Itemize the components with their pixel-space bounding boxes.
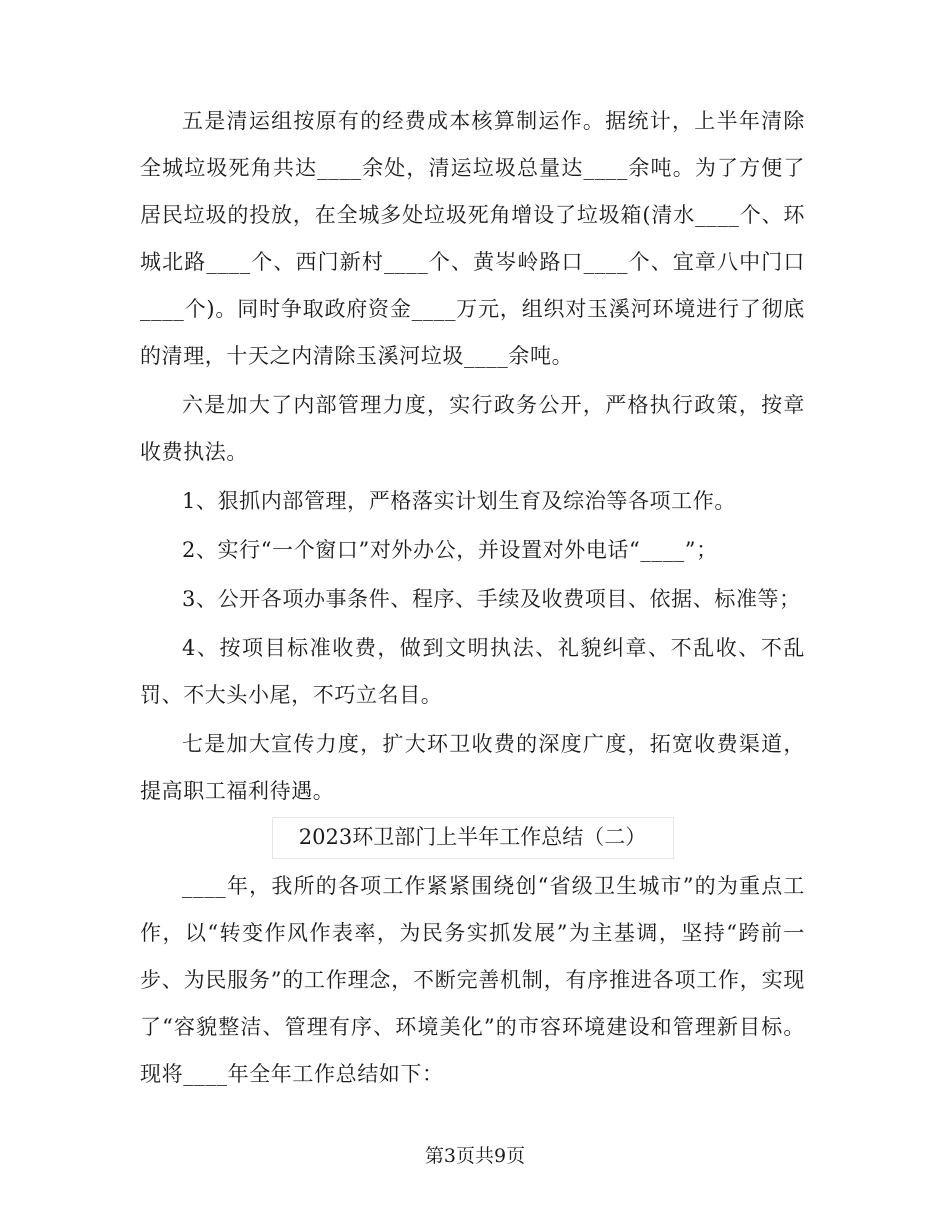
paragraph-item-six: 六是加大了内部管理力度，实行政务公开，严格执行政策，按章收费执法。 [140, 393, 805, 464]
intro-paragraph: ____年，我所的各项工作紧紧围绕创“省级卫生城市”的为重点工作，以“转变作风作表率，为民务实抓发展”为主基调，坚持“跨前一步、为民服务”的工作理念，不断完善机制，有序推进各项工作，实现了“容貌整洁、管理有序、环境美化”的市容环境建设和管理新目标。现将____年全年工作总结如下： [140, 874, 805, 1086]
page-number-footer: 第3页共9页 [424, 1145, 526, 1167]
list-item-4: 4、按项目标准收费，做到文明执法、礼貌纠章、不乱收、不乱罚、不大头小尾，不巧立名目。 [140, 636, 805, 707]
paragraph-item-five: 五是清运组按原有的经费成本核算制运作。据统计，上半年清除全城垃圾死角共达____余处，清运垃圾总量达____余吨。为了方便了居民垃圾的投放，在全城多处垃圾死角增设了垃圾箱(清水____个、环城北路____个、西门新村____个、黄岑岭路口____个、宜章八中门口____个)。同时争取政府资金____万元，组织对玉溪河环境进行了彻底的清理，十天之内清除玉溪河垃圾____余吨。 [140, 109, 805, 368]
section-title: 2023环卫部门上半年工作总结（二） [272, 817, 674, 859]
list-item-2: 2、实行“一个窗口”对外办公，并设置对外电话“____”； [182, 538, 718, 562]
list-item-3: 3、公开各项办事条件、程序、手续及收费项目、依据、标准等； [182, 587, 801, 611]
list-item-1: 1、狠抓内部管理，严格落实计划生育及综治等各项工作。 [182, 489, 736, 513]
document-body [140, 98, 805, 1098]
paragraph-item-seven: 七是加大宣传力度，扩大环卫收费的深度广度，拓宽收费渠道，提高职工福利待遇。 [140, 732, 805, 803]
